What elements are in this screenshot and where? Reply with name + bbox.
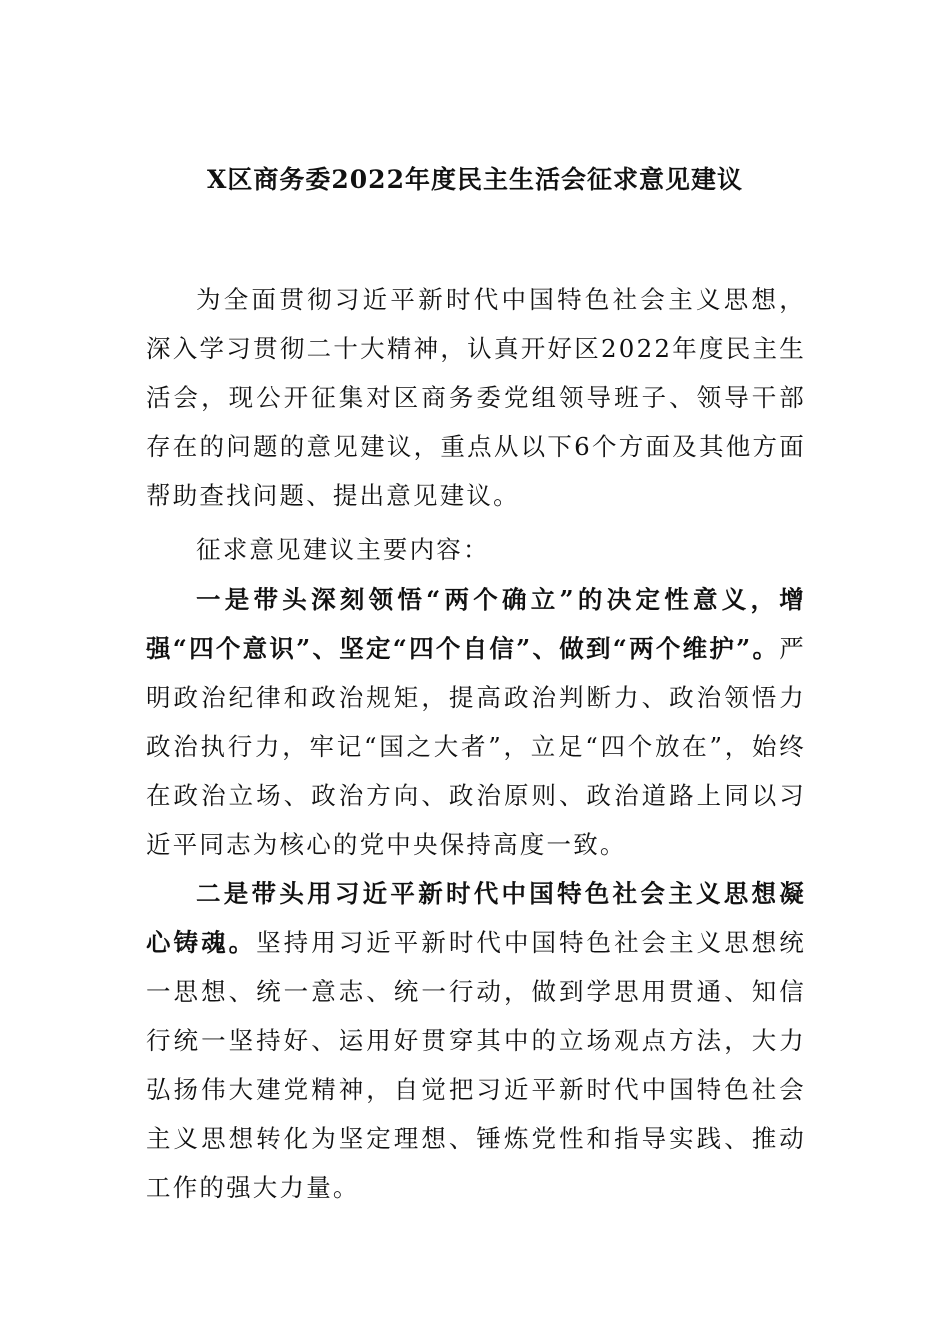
item-one-heading: 一是带头深刻领悟“两个确立”的决定性意义，增强“四个意识”、坚定“四个自信”、做到“两个维护”。 xyxy=(146,585,806,663)
contents-heading: 征求意见建议主要内容： xyxy=(196,535,490,564)
item-one-text: 严明政治纪律和政治规矩，提高政治判断力、政治领悟力政治执行力，牢记“国之大者”，立足“四个放在”，始终在政治立场、政治方向、政治原则、政治道路上同以习近平同志为核心的党中央保持高度一致。 xyxy=(146,634,806,859)
document-title: X区商务委2022年度民主生活会征求意见建议 xyxy=(207,165,743,194)
intro-paragraph: 为全面贯彻习近平新时代中国特色社会主义思想，深入学习贯彻二十大精神，认真开好区2022年度民主生活会，现公开征集对区商务委党组领导班子、领导干部存在的问题的意见建议，重点从以下6个方面及其他方面帮助查找问题、提出意见建议。 xyxy=(146,285,806,510)
item-two-heading: 二是带头用习近平新时代中国特色社会主义思想凝心铸魂。 xyxy=(146,879,806,957)
item-one-paragraph xyxy=(146,575,806,869)
item-two-text: 坚持用习近平新时代中国特色社会主义思想统一思想、统一意志、统一行动，做到学思用贯通、知信行统一坚持好、运用好贯穿其中的立场观点方法，大力弘扬伟大建党精神，自觉把习近平新时代中国特色社会主义思想转化为坚定理想、锤炼党性和指导实践、推动工作的强大力量。 xyxy=(146,928,806,1202)
item-two-paragraph xyxy=(146,869,806,1212)
